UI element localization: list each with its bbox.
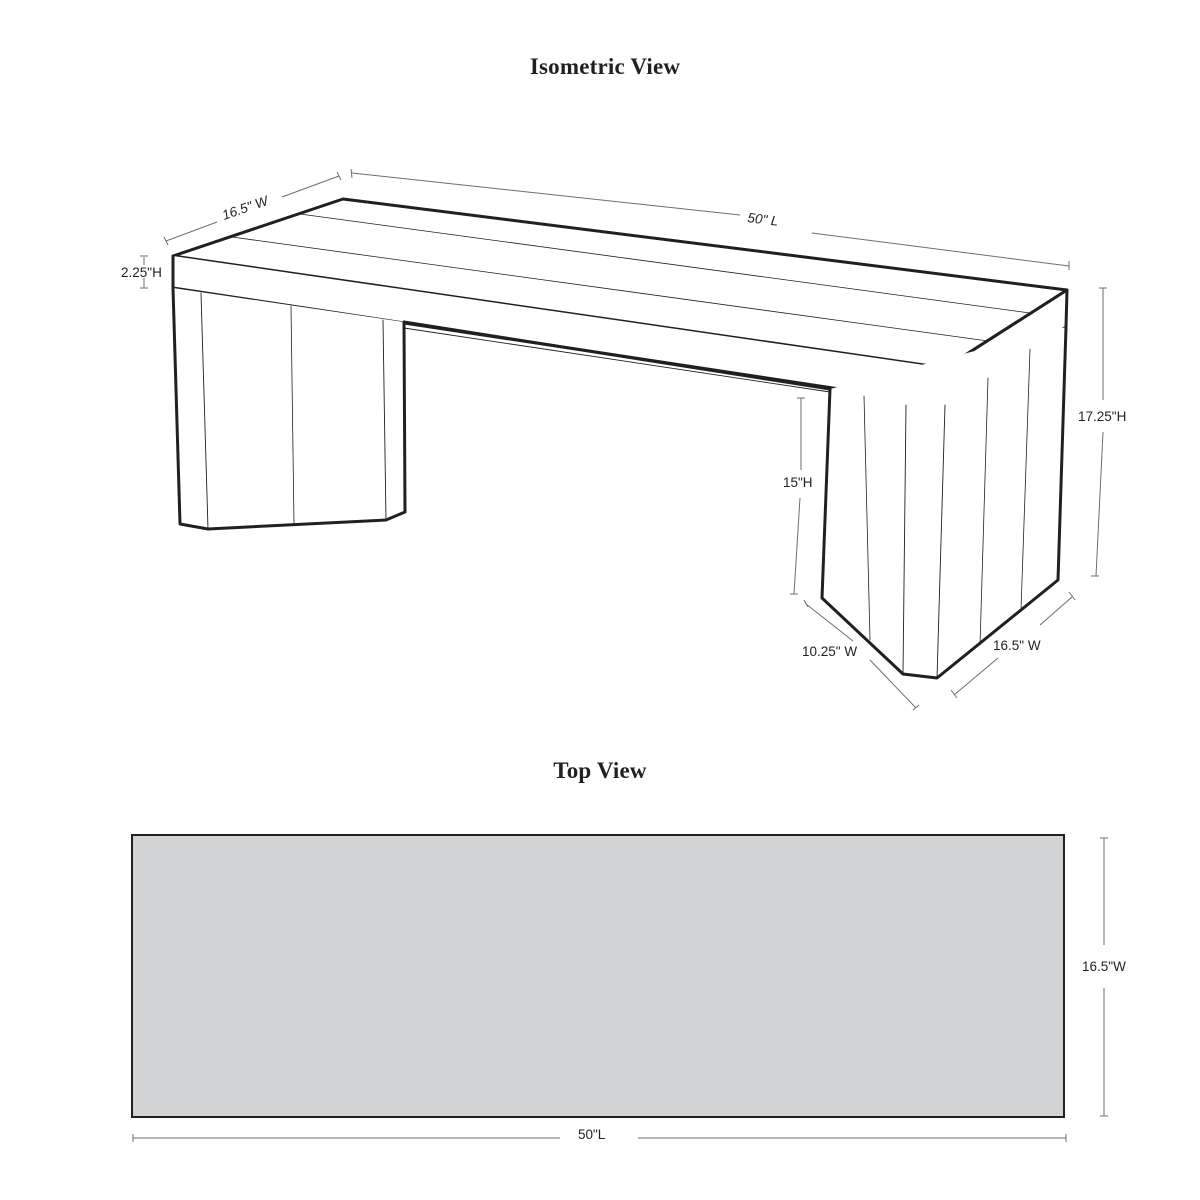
- isometric-bench: [173, 199, 1067, 678]
- top-view-title: Top View: [553, 758, 647, 783]
- top-dim-length: 50"L: [578, 1127, 606, 1142]
- top-view-surface: [132, 835, 1064, 1117]
- top-dim-width: 16.5"W: [1082, 959, 1126, 974]
- left-leg: [173, 288, 405, 529]
- dim-leg-clearance: 15"H: [783, 475, 813, 490]
- dim-top-thickness: 2.25"H: [121, 265, 162, 280]
- isometric-view-title: Isometric View: [529, 54, 681, 79]
- dim-length: 50" L: [746, 210, 780, 229]
- dim-leg-depth: 16.5" W: [993, 638, 1041, 653]
- dim-leg-width: 10.25" W: [802, 644, 858, 659]
- dim-overall-height: 17.25"H: [1078, 409, 1127, 424]
- dim-top-width: 16.5" W: [220, 193, 270, 223]
